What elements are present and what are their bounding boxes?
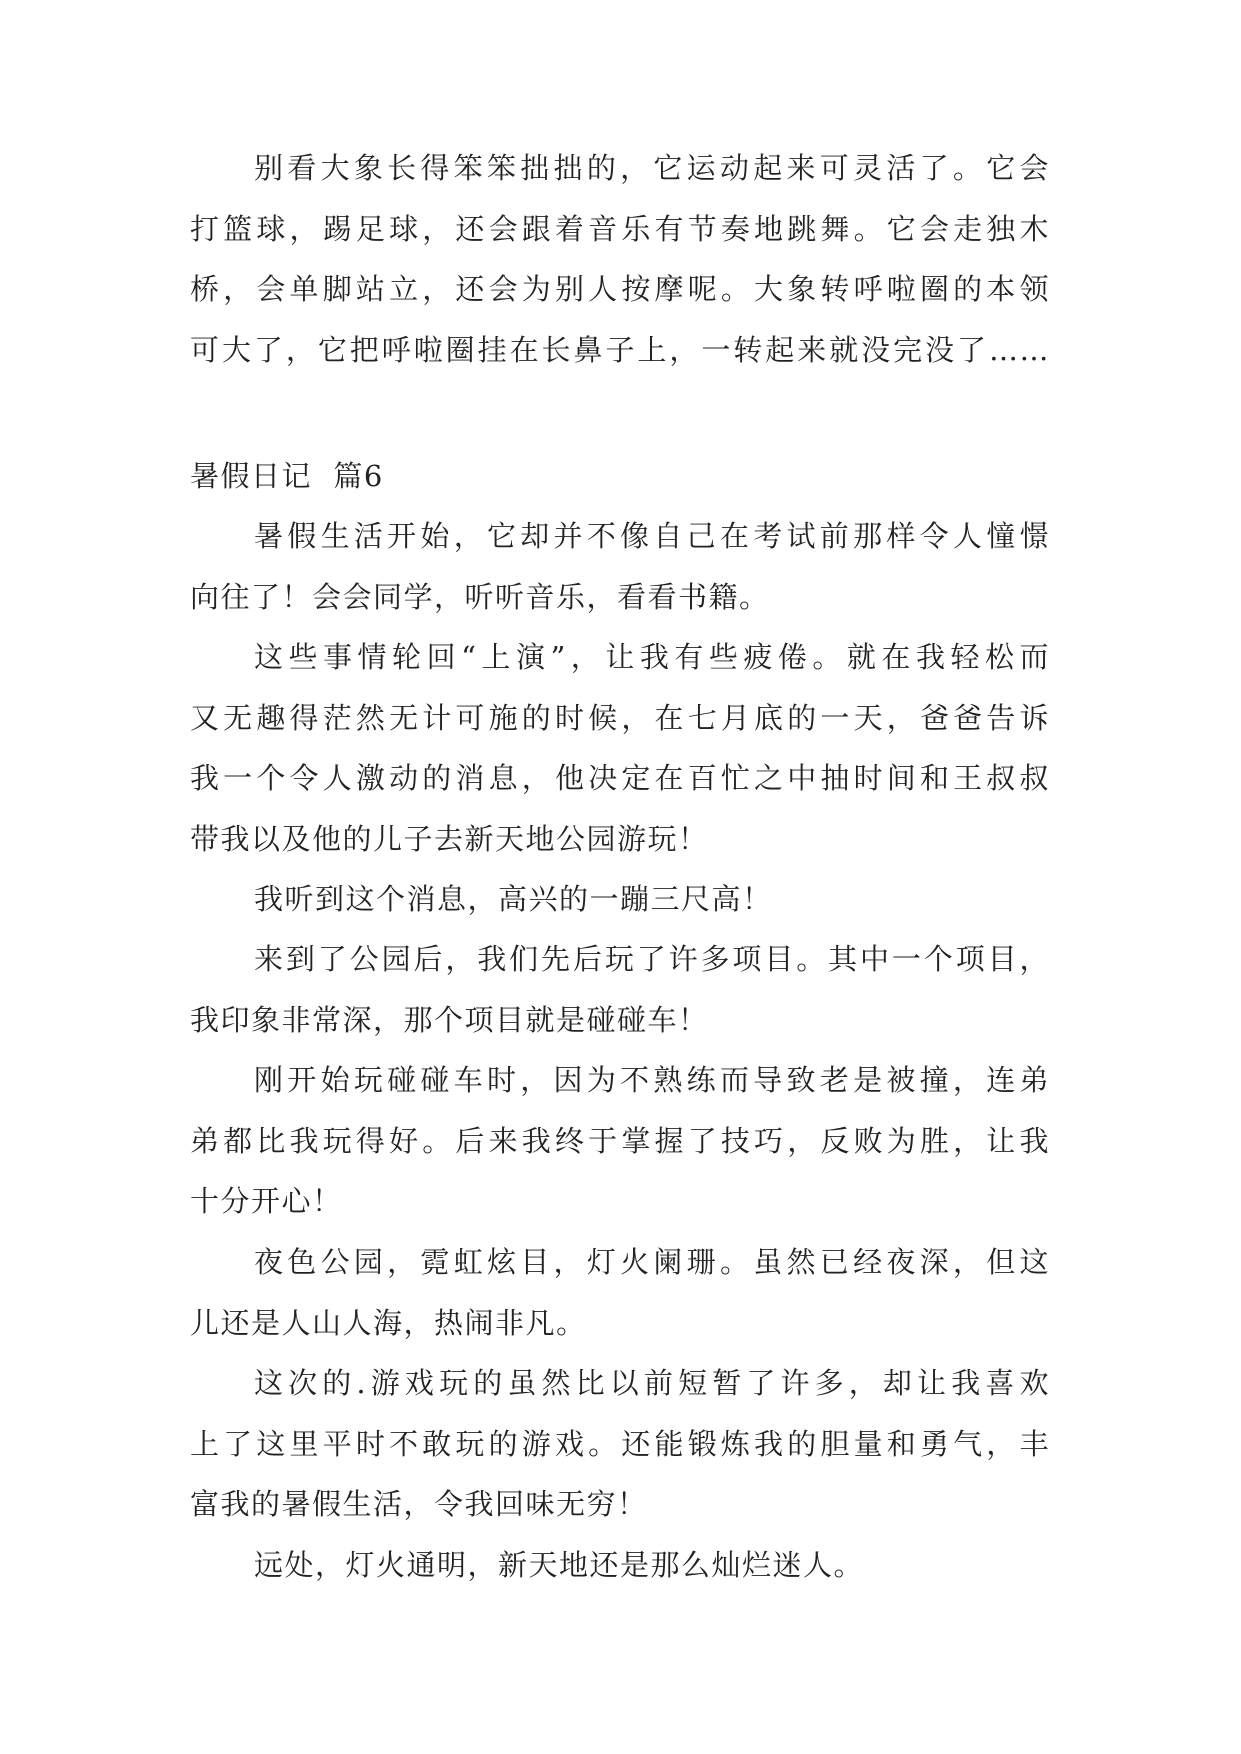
paragraph bbox=[190, 506, 1050, 627]
text-line: 别看大象长得笨笨拙拙的，它运动起来可灵活了。它会 bbox=[254, 151, 1050, 185]
text-line: 十分开心！ bbox=[190, 1184, 343, 1218]
paragraph bbox=[190, 929, 1050, 1050]
text-line: 刚开始玩碰碰车时，因为不熟练而导致老是被撞，连弟 bbox=[254, 1063, 1050, 1097]
paragraph bbox=[190, 627, 1050, 869]
text-line: 打篮球，踢足球，还会跟着音乐有节奏地跳舞。它会走独木 bbox=[190, 211, 1050, 246]
paragraph bbox=[190, 1050, 1050, 1232]
paragraph bbox=[190, 1353, 1050, 1535]
text-line: 可大了，它把呼啦圈挂在长鼻子上，一转起来就没完没了…… bbox=[190, 332, 1050, 367]
text-line: 弟都比我玩得好。后来我终于掌握了技巧，反败为胜，让我 bbox=[190, 1123, 1050, 1158]
text-line: 富我的暑假生活，令我回味无穷！ bbox=[190, 1487, 648, 1521]
text-line: 上了这里平时不敢玩的游戏。还能锻炼我的胆量和勇气，丰 bbox=[190, 1426, 1050, 1461]
paragraph bbox=[190, 1535, 1050, 1596]
text-line: 桥，会单脚站立，还会为别人按摩呢。大象转呼啦圈的本领 bbox=[190, 272, 1050, 306]
text-line: 来到了公园后，我们先后玩了许多项目。其中一个项目， bbox=[254, 942, 1050, 976]
text-line: 这次的.游戏玩的虽然比以前短暂了许多，却让我喜欢 bbox=[254, 1366, 1050, 1400]
text-line: 暑假生活开始，它却并不像自己在考试前那样令人憧憬 bbox=[254, 519, 1050, 553]
text-line: 远处，灯火通明，新天地还是那么灿烂迷人。 bbox=[254, 1548, 865, 1582]
paragraph-elephant bbox=[190, 138, 1050, 380]
section-heading: 暑假日记 篇6 bbox=[190, 459, 384, 493]
text-line: 带我以及他的儿子去新天地公园游玩！ bbox=[190, 821, 709, 856]
text-line: 我印象非常深，那个项目就是碰碰车！ bbox=[190, 1002, 709, 1037]
paragraph bbox=[190, 1232, 1050, 1353]
text-line: 又无趣得茫然无计可施的时候，在七月底的一天，爸爸告诉 bbox=[190, 700, 1050, 735]
text-line: 向往了！会会同学，听听音乐，看看书籍。 bbox=[190, 579, 770, 614]
document-page bbox=[190, 0, 1050, 1754]
text-line: 夜色公园，霓虹炫目，灯火阑珊。虽然已经夜深，但这 bbox=[254, 1245, 1050, 1279]
text-line: 我听到这个消息，高兴的一蹦三尺高！ bbox=[254, 882, 773, 916]
text-line: 这些事情轮回“上演”，让我有些疲倦。就在我轻松而 bbox=[254, 640, 1050, 674]
text-line: 我一个令人激动的消息，他决定在百忙之中抽时间和王叔叔 bbox=[190, 761, 1050, 795]
paragraph bbox=[190, 869, 1050, 930]
text-line: 儿还是人山人海，热闹非凡。 bbox=[190, 1305, 587, 1340]
